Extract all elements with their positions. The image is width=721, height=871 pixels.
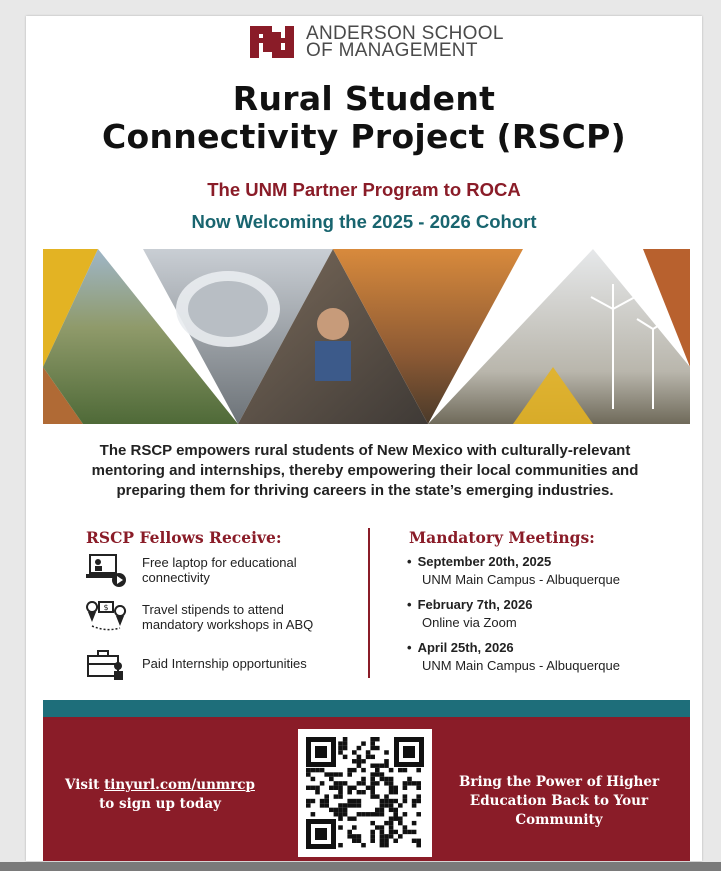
qr-module (343, 803, 348, 807)
qr-module (311, 777, 316, 781)
qr-module (389, 816, 394, 820)
qr-module (338, 843, 343, 847)
visit-prefix: Visit (65, 777, 105, 793)
qr-module (380, 803, 385, 807)
qr-module (416, 843, 421, 847)
qr-module (366, 812, 371, 816)
qr-module (375, 737, 380, 741)
qr-module (338, 741, 343, 745)
benefits-heading: RSCP Fellows Receive: (86, 528, 282, 547)
qr-module (357, 746, 362, 750)
qr-module (347, 786, 352, 790)
qr-module (320, 781, 325, 785)
travel-stipend-icon (84, 598, 128, 636)
qr-module (380, 763, 385, 767)
meeting-date: • September 20th, 2025 (407, 553, 620, 571)
qr-module (352, 834, 357, 838)
laptop-icon (84, 551, 128, 589)
qr-module (311, 812, 316, 816)
qr-module (384, 777, 389, 781)
qr-module (306, 799, 311, 803)
qr-module (347, 799, 352, 803)
meeting-date: • April 25th, 2026 (407, 639, 620, 657)
qr-module (384, 799, 389, 803)
qr-module (343, 755, 348, 759)
qr-module (380, 830, 385, 834)
meeting-location: UNM Main Campus - Albuquerque (422, 572, 620, 587)
meeting-date: • February 7th, 2026 (407, 596, 532, 614)
qr-module (380, 834, 385, 838)
qr-module (370, 794, 375, 798)
qr-module (384, 763, 389, 767)
qr-module (416, 786, 421, 790)
qr-module (403, 830, 408, 834)
qr-module (403, 812, 408, 816)
qr-module (398, 821, 403, 825)
benefit-text: Paid Internship opportunities (142, 655, 307, 671)
unm-logo-icon (248, 22, 296, 62)
meeting-item (407, 639, 620, 675)
qr-module (320, 803, 325, 807)
qr-module (375, 768, 380, 772)
qr-module (416, 799, 421, 803)
qr-module (389, 808, 394, 812)
qr-module (315, 768, 320, 772)
qr-module (320, 768, 325, 772)
qr-module (416, 794, 421, 798)
qr-module (361, 768, 366, 772)
qr-module (347, 790, 352, 794)
qr-module (375, 794, 380, 798)
qr-module (398, 768, 403, 772)
svg-text:$: $ (103, 603, 109, 612)
qr-module (389, 799, 394, 803)
qr-module (370, 812, 375, 816)
qr-module (412, 799, 417, 803)
qr-module (389, 825, 394, 829)
qr-module (380, 839, 385, 843)
qr-module (352, 786, 357, 790)
qr-module (352, 768, 357, 772)
qr-module (370, 737, 375, 741)
qr-module (407, 830, 412, 834)
qr-module (334, 794, 339, 798)
qr-module (334, 808, 339, 812)
qr-module (393, 830, 398, 834)
qr-module (324, 803, 329, 807)
meeting-item (407, 553, 620, 589)
qr-module (361, 812, 366, 816)
qr-module (352, 759, 357, 763)
qr-module (375, 808, 380, 812)
qr-module (357, 790, 362, 794)
qr-module (389, 821, 394, 825)
section-divider (368, 528, 370, 678)
qr-module (403, 768, 408, 772)
qr-module (338, 746, 343, 750)
intro-paragraph: The RSCP empowers rural students of New Mexico with culturally-relevant mentoring and internships, thereby empowering their local communities and preparing them for thriving careers in the state’s emerging industries. (91, 442, 639, 499)
qr-module (366, 755, 371, 759)
qr-module (375, 746, 380, 750)
qr-module (343, 781, 348, 785)
benefit-item-travel (84, 598, 342, 636)
qr-module (352, 839, 357, 843)
qr-module (403, 781, 408, 785)
qr-module (389, 786, 394, 790)
qr-module (384, 803, 389, 807)
qr-module (343, 808, 348, 812)
qr-code-icon[interactable] (298, 729, 432, 857)
qr-module (393, 812, 398, 816)
qr-module (338, 803, 343, 807)
qr-module (366, 786, 371, 790)
qr-module (315, 790, 320, 794)
qr-module (352, 825, 357, 829)
qr-module (407, 777, 412, 781)
qr-module (343, 746, 348, 750)
page-title (26, 80, 702, 156)
qr-module (384, 821, 389, 825)
qr-module (380, 825, 385, 829)
qr-module (347, 834, 352, 838)
qr-module (380, 772, 385, 776)
qr-module (370, 755, 375, 759)
qr-module (380, 808, 385, 812)
benefit-text: Free laptop for educational connectivity (142, 555, 297, 585)
qr-module (389, 803, 394, 807)
qr-module (384, 759, 389, 763)
qr-module (384, 750, 389, 754)
qr-module (361, 790, 366, 794)
qr-module (412, 803, 417, 807)
qr-module (412, 839, 417, 843)
qr-module (370, 777, 375, 781)
qr-module (361, 759, 366, 763)
briefcase-icon (84, 644, 128, 682)
qr-module (393, 816, 398, 820)
photo-banner (43, 249, 690, 424)
title-line-2: Connectivity Project (RSCP) (102, 117, 626, 156)
bottom-edge (0, 862, 721, 871)
qr-module (347, 803, 352, 807)
qr-module (389, 781, 394, 785)
qr-module (375, 812, 380, 816)
qr-module (361, 777, 366, 781)
qr-module (311, 799, 316, 803)
benefit-item-laptop (84, 551, 342, 589)
qr-module (416, 812, 421, 816)
qr-module (375, 781, 380, 785)
qr-module (352, 803, 357, 807)
logo-wordmark (306, 25, 504, 59)
qr-module (393, 799, 398, 803)
meeting-item (407, 596, 532, 632)
qr-module (366, 750, 371, 754)
qr-module (370, 790, 375, 794)
qr-module (370, 781, 375, 785)
qr-module (375, 763, 380, 767)
qr-module (393, 808, 398, 812)
qr-module (370, 830, 375, 834)
qr-module (403, 825, 408, 829)
qr-module (389, 790, 394, 794)
qr-module (352, 750, 357, 754)
qr-module (389, 830, 394, 834)
qr-module (370, 741, 375, 745)
qr-module (412, 830, 417, 834)
qr-module (338, 772, 343, 776)
qr-module (403, 786, 408, 790)
qr-module (393, 839, 398, 843)
qr-module (357, 759, 362, 763)
qr-module (357, 834, 362, 838)
qr-module (370, 821, 375, 825)
program-subtitle: The UNM Partner Program to ROCA (207, 179, 521, 200)
title-line-1: Rural Student (232, 79, 496, 118)
qr-module (347, 772, 352, 776)
qr-module (398, 803, 403, 807)
qr-module (329, 777, 334, 781)
qr-module (384, 843, 389, 847)
qr-module (311, 768, 316, 772)
qr-module (370, 772, 375, 776)
qr-module (311, 786, 316, 790)
qr-module (324, 799, 329, 803)
qr-module (334, 786, 339, 790)
qr-module (380, 799, 385, 803)
meetings-heading: Mandatory Meetings: (409, 528, 595, 547)
qr-module (329, 772, 334, 776)
qr-module (416, 781, 421, 785)
qr-module (338, 825, 343, 829)
qr-module (384, 781, 389, 785)
qr-module (361, 843, 366, 847)
qr-module (393, 790, 398, 794)
qr-module (357, 781, 362, 785)
qr-module (393, 786, 398, 790)
qr-module (357, 803, 362, 807)
qr-module (398, 816, 403, 820)
qr-module (370, 839, 375, 843)
qr-module (389, 777, 394, 781)
qr-module (412, 821, 417, 825)
qr-module (370, 763, 375, 767)
qr-module (352, 816, 357, 820)
qr-module (361, 741, 366, 745)
qr-module (343, 812, 348, 816)
qr-module (352, 799, 357, 803)
qr-module (347, 768, 352, 772)
qr-module (375, 825, 380, 829)
qr-module (338, 790, 343, 794)
qr-module (338, 816, 343, 820)
qr-module (370, 746, 375, 750)
flyer-page (26, 16, 702, 861)
qr-module (338, 794, 343, 798)
logo-line-2: OF MANAGEMENT (306, 40, 478, 61)
qr-module (407, 781, 412, 785)
benefit-item-internship (84, 644, 342, 682)
signup-line-1 (26, 776, 294, 795)
qr-module (357, 755, 362, 759)
qr-module (357, 812, 362, 816)
cohort-subtitle: Now Welcoming the 2025 - 2026 Cohort (191, 211, 537, 232)
qr-module (324, 772, 329, 776)
qr-module (338, 808, 343, 812)
signup-link[interactable]: tinyurl.com/unmrcp (104, 777, 255, 793)
qr-module (357, 839, 362, 843)
qr-module (347, 830, 352, 834)
qr-module (389, 768, 394, 772)
qr-module (306, 786, 311, 790)
qr-module (357, 763, 362, 767)
qr-module (389, 834, 394, 838)
qr-module (343, 741, 348, 745)
benefit-text: Travel stipends to attend mandatory workshops in ABQ (142, 602, 314, 632)
qr-module (324, 794, 329, 798)
meeting-location: Online via Zoom (422, 615, 517, 630)
qr-module (403, 799, 408, 803)
qr-module (320, 799, 325, 803)
qr-module (361, 781, 366, 785)
qr-module (380, 812, 385, 816)
qr-module (384, 794, 389, 798)
meeting-location: UNM Main Campus - Albuquerque (422, 658, 620, 673)
qr-module (338, 781, 343, 785)
qr-module (380, 777, 385, 781)
qr-module (343, 737, 348, 741)
qr-module (315, 786, 320, 790)
qr-module (416, 768, 421, 772)
tagline: Bring the Power of Higher Education Back to Your Community (458, 774, 660, 828)
qr-module (338, 786, 343, 790)
qr-module (334, 781, 339, 785)
qr-module (338, 812, 343, 816)
logo-line-1: ANDERSON SCHOOL (306, 23, 504, 44)
qr-module (334, 772, 339, 776)
qr-module (306, 772, 311, 776)
qr-module (370, 834, 375, 838)
qr-module (380, 843, 385, 847)
qr-module (384, 834, 389, 838)
school-logo (248, 22, 504, 62)
qr-module (412, 781, 417, 785)
qr-module (329, 808, 334, 812)
signup-callout (26, 776, 294, 814)
qr-module (416, 839, 421, 843)
qr-module (370, 786, 375, 790)
teal-divider-bar (43, 700, 690, 717)
qr-module (334, 812, 339, 816)
qr-module (338, 750, 343, 754)
qr-module (347, 816, 352, 820)
qr-module (306, 768, 311, 772)
qr-module (403, 794, 408, 798)
qr-module (384, 839, 389, 843)
signup-line-2: to sign up today (99, 796, 221, 812)
qr-module (306, 803, 311, 807)
qr-module (398, 834, 403, 838)
qr-module (375, 772, 380, 776)
qr-module (329, 786, 334, 790)
qr-module (357, 799, 362, 803)
